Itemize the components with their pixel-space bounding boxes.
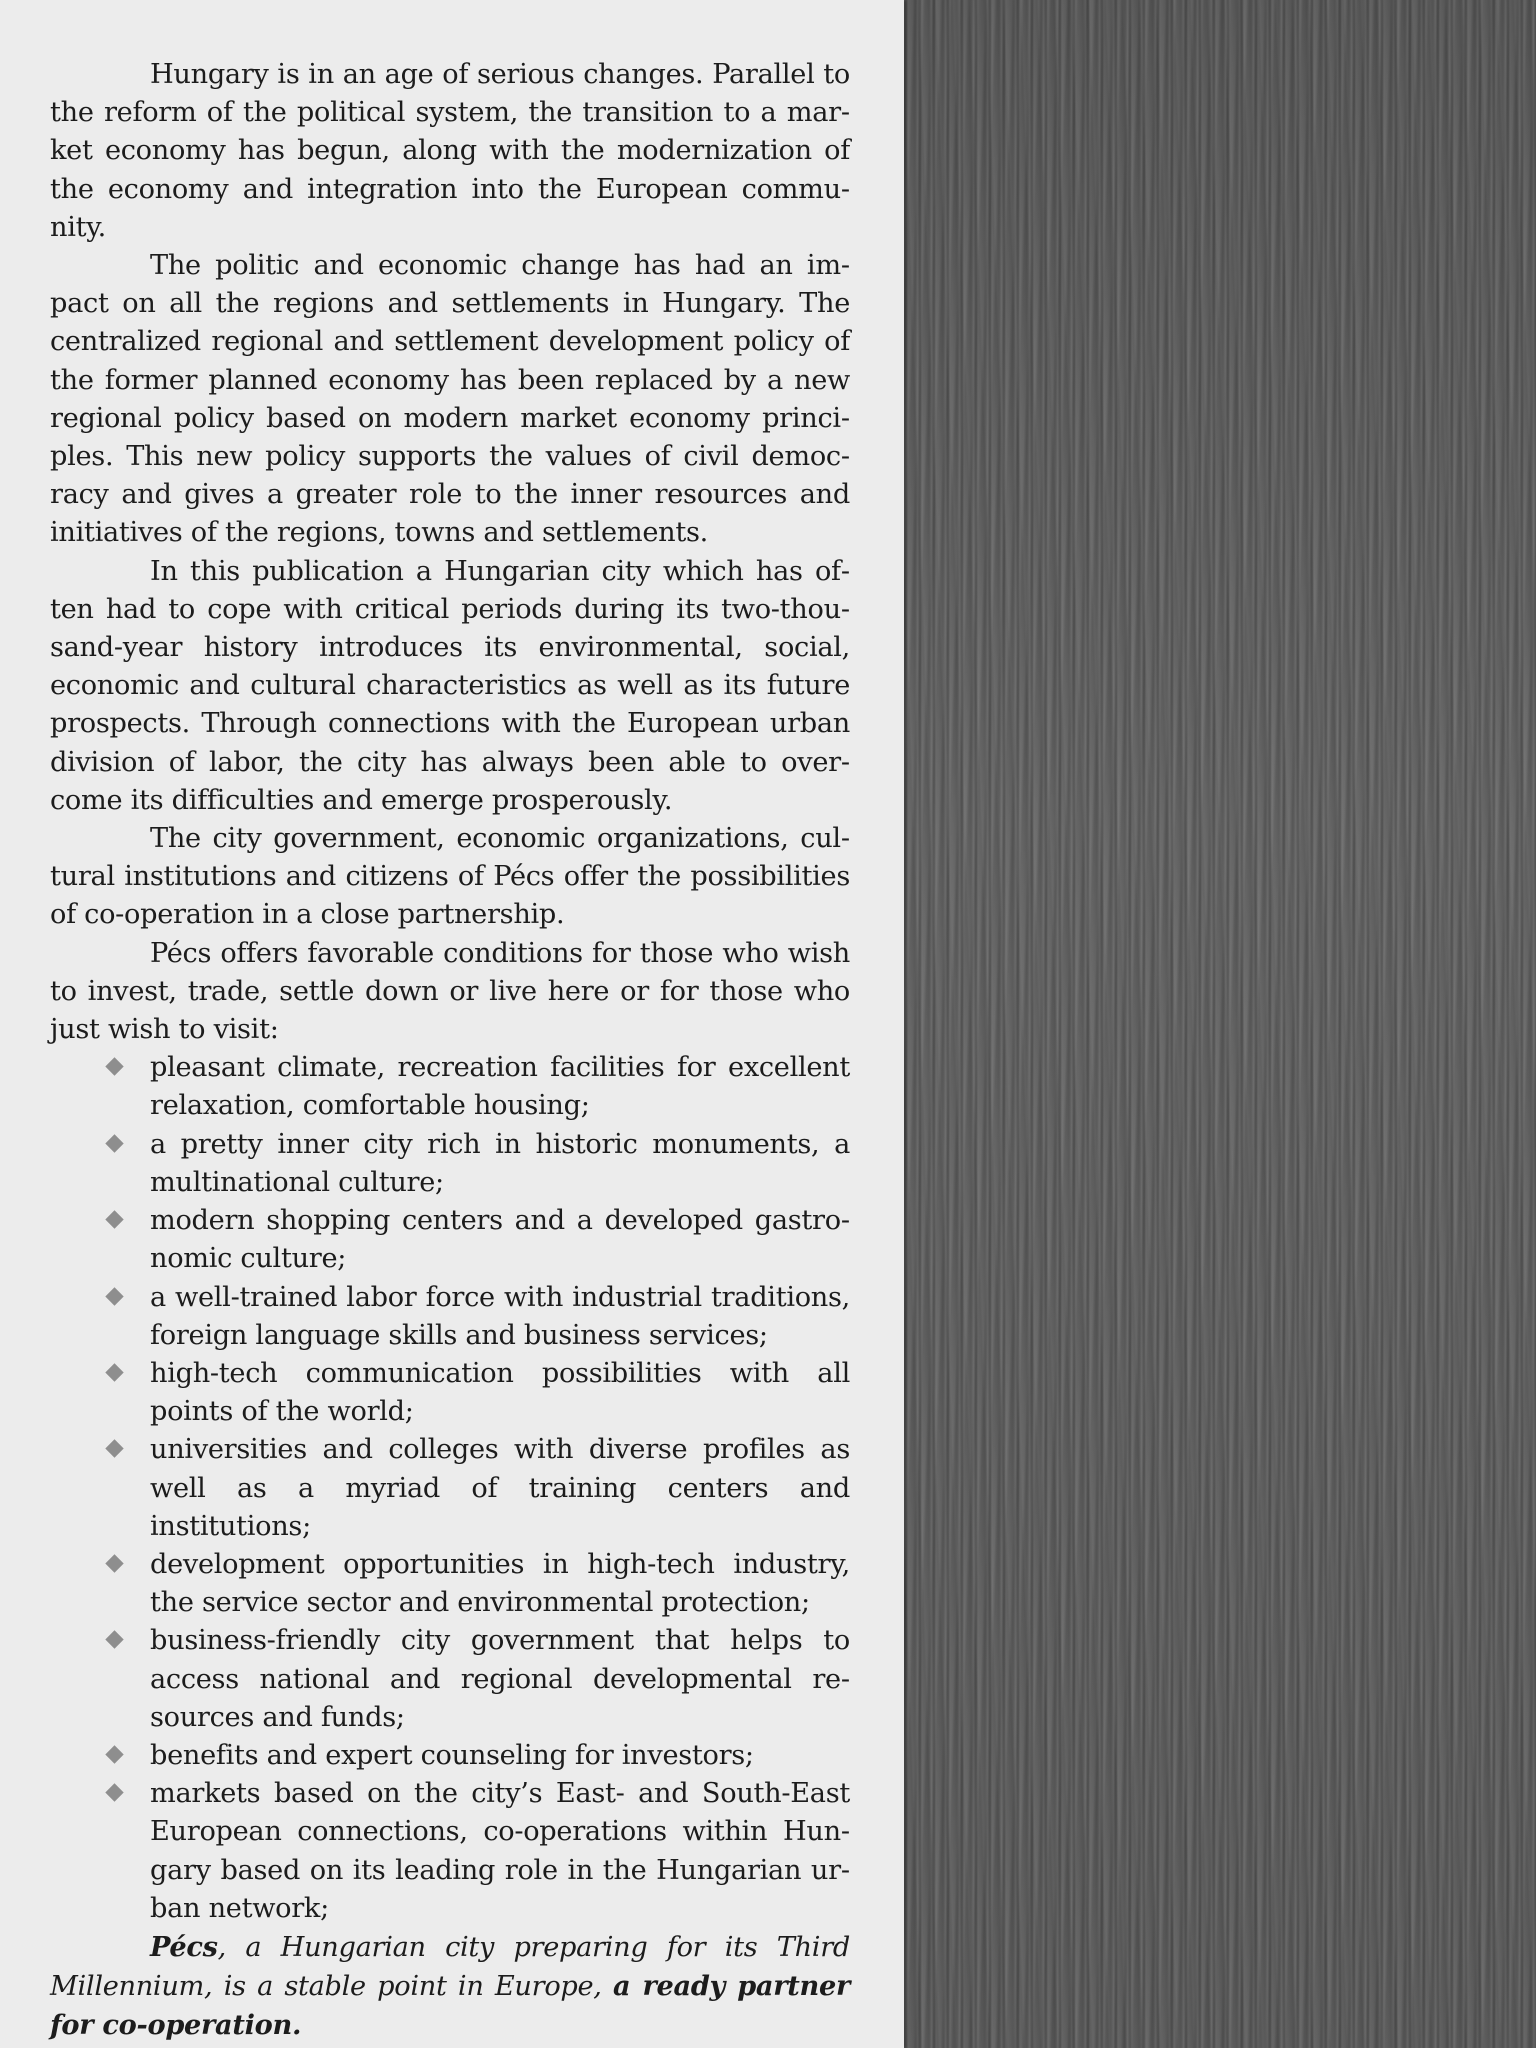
diamond-bullet-icon	[105, 1210, 123, 1228]
diamond-bullet-icon	[105, 1363, 123, 1381]
list-item: high-tech communication possibilities with all points of the world;	[50, 1355, 850, 1431]
benefits-list	[50, 1049, 850, 1928]
list-item: markets based on the city’s East- and South-East European connections, co-operations within Hungary based on its leading role in the Hungarian urban network;	[50, 1775, 850, 1928]
diamond-bullet-icon	[105, 1783, 123, 1801]
list-item: development opportunities in high-tech industry, the service sector and environmental protection;	[50, 1546, 850, 1622]
diamond-bullet-icon	[105, 1058, 123, 1076]
closing-partner-phrase: a ready partner for co-operation.	[50, 1970, 850, 2042]
wood-background	[904, 0, 1536, 2048]
diamond-bullet-icon	[105, 1631, 123, 1649]
paragraph-conditions: Pécs offers favorable conditions for those who wish to invest, trade, settle down or live here or for those who just wish to visit:	[50, 937, 850, 1046]
list-item: universities and colleges with diverse profiles as well as a myriad of training centers and institutions;	[50, 1431, 850, 1546]
diamond-bullet-icon	[105, 1440, 123, 1458]
list-item: a pretty inner city rich in historic monuments, a multinational culture;	[50, 1126, 850, 1202]
diamond-bullet-icon	[105, 1745, 123, 1763]
paragraph-publication: In this publication a Hungarian city which has often had to cope with critical periods during its two-thousand-year history introduces its environmental, social, economic and cultural characteristics as well as its future prospects. Through connections with the European urban division of labor, the city has always been able to overcome its difficulties and emerge prosperously.	[50, 555, 850, 816]
list-item: pleasant climate, recreation facilities for excellent relaxation, comfortable housing;	[50, 1049, 850, 1125]
paragraph-intro: Hungary is in an age of serious changes. Parallel to the reform of the political system, the transition to a market economy has begun, along with the modernization of the economy and integration into the European community.	[50, 59, 850, 243]
diamond-bullet-icon	[105, 1134, 123, 1152]
paragraph-politic-change: The politic and economic change has had an impact on all the regions and settlements in Hungary. The centralized regional and settlement development policy of the former planned economy has been replaced by a new regional policy based on modern market economy principles. This new policy supports the values of civil democracy and gives a greater role to the inner resources and initiatives of the regions, towns and settlements.	[50, 250, 850, 549]
list-item: a well-trained labor force with industrial traditions, foreign language skills and business services;	[50, 1279, 850, 1355]
paragraph-cooperation: The city government, economic organizations, cultural institutions and citizens of Pécs offer the possibilities of co-operation in a close partnership.	[50, 823, 850, 931]
document-body	[50, 56, 850, 2046]
list-item: business-friendly city government that helps to access national and regional developmental resources and funds;	[50, 1622, 850, 1737]
closing-statement	[50, 1928, 850, 2046]
closing-middle: , a Hungarian city preparing for its Third Millennium, is a stable point in Europe,	[50, 1931, 850, 2003]
list-item: modern shopping centers and a developed gastronomic culture;	[50, 1202, 850, 1278]
list-item: benefits and expert counseling for investors;	[50, 1737, 850, 1775]
diamond-bullet-icon	[105, 1287, 123, 1305]
closing-city-name: Pécs	[150, 1930, 218, 1963]
diamond-bullet-icon	[105, 1554, 123, 1572]
